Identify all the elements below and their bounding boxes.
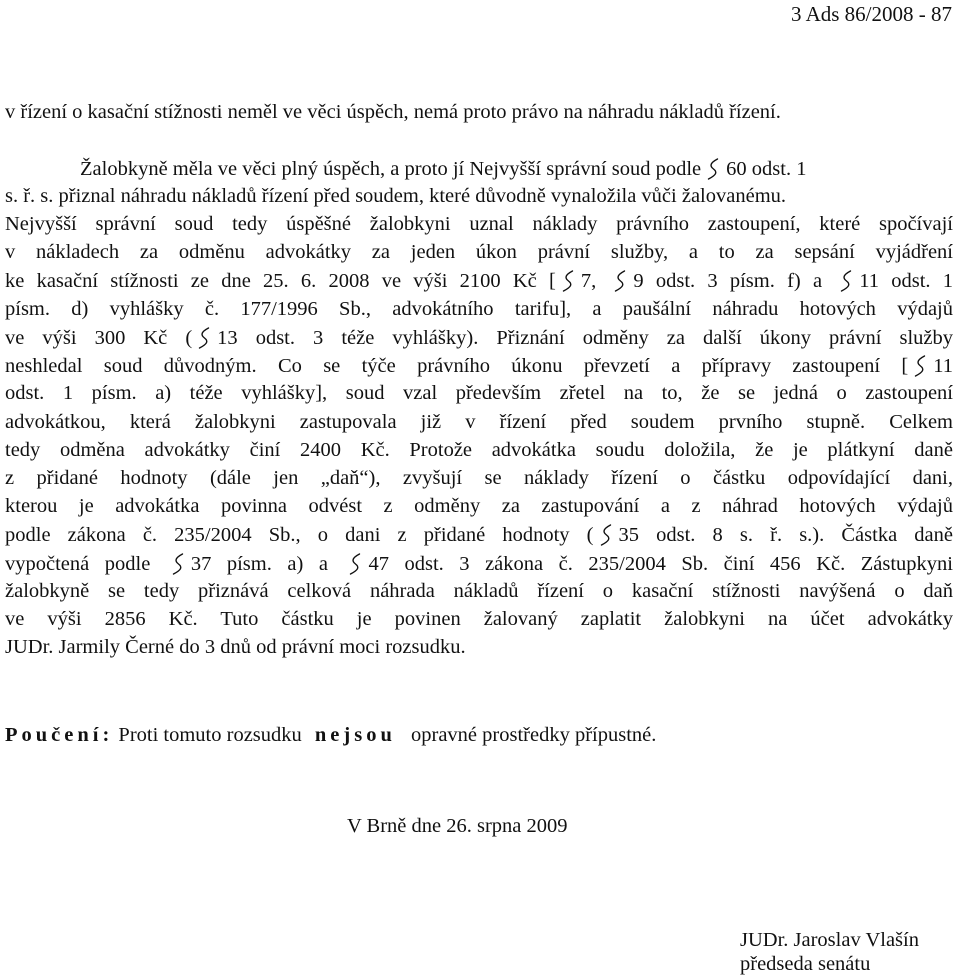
paragraph-line: Nejvyšší správní soud tedy úspěšné žalobkyni uznal náklady právního zastoupení, které spočívají bbox=[5, 213, 953, 235]
section-sign-icon bbox=[172, 553, 184, 575]
section-sign-icon bbox=[349, 553, 361, 575]
paragraph-line: písm. d) vyhlášky č. 177/1996 Sb., advokátního tarifu], a paušální náhradu hotových výdajů bbox=[5, 298, 953, 320]
paragraph-line: neshledal soud důvodným. Co se týče právního úkonu převzetí a přípravy zastoupení [ 11 bbox=[5, 355, 953, 377]
signer-role: předseda senátu bbox=[740, 953, 871, 975]
section-sign-icon bbox=[198, 327, 210, 349]
instruction-text: opravné prostředky přípustné. bbox=[411, 724, 657, 746]
paragraph-line: ke kasační stížnosti ze dne 25. 6. 2008 ve výši 2100 Kč [ 7, 9 odst. 3 písm. f) a 11 odst. 1 bbox=[5, 270, 953, 292]
place-date: V Brně dne 26. srpna 2009 bbox=[347, 815, 568, 837]
instruction-label: Poučení: bbox=[5, 724, 114, 746]
section-sign-icon bbox=[600, 524, 612, 546]
case-reference: 3 Ads 86/2008 - 87 bbox=[790, 2, 952, 26]
paragraph-line: v nákladech za odměnu advokátky za jeden úkon právní služby, a to za sepsání vyjádření bbox=[5, 241, 953, 263]
section-sign-icon bbox=[614, 270, 626, 292]
paragraph-line: advokátkou, která žalobkyni zastupovala již v řízení před soudem prvního stupně. Celkem bbox=[5, 411, 953, 433]
paragraph-line: ve výši 300 Kč ( 13 odst. 3 téže vyhlášky). Přiznání odměny za další úkony právní služby bbox=[5, 327, 953, 349]
paragraph-line: z přidané hodnoty (dále jen „daň“), zvyšují se náklady řízení o částku odpovídající dani, bbox=[5, 467, 953, 489]
signature-block bbox=[740, 928, 919, 976]
paragraph-line: tedy odměna advokátky činí 2400 Kč. Protože advokátka soudu doložila, že je plátkyní daně bbox=[5, 439, 953, 461]
paragraph-line: podle zákona č. 235/2004 Sb., o dani z přidané hodnoty ( 35 odst. 8 s. ř. s.). Částka daně bbox=[5, 524, 953, 546]
paragraph-line: JUDr. Jarmily Černé do 3 dnů od právní moci rozsudku. bbox=[5, 636, 466, 658]
paragraph-line: Žalobkyně měla ve věci plný úspěch, a proto jí Nejvyšší správní soud podle 60 odst. 1 bbox=[80, 158, 807, 180]
signer-name: JUDr. Jaroslav Vlašín bbox=[740, 929, 919, 951]
section-sign-icon bbox=[914, 355, 926, 377]
paragraph-line: žalobkyně se tedy přiznává celková náhrada nákladů řízení o kasační stížnosti navýšená o daň bbox=[5, 580, 953, 602]
paragraph-line: v řízení o kasační stížnosti neměl ve věci úspěch, nemá proto právo na náhradu nákladů řízení. bbox=[5, 101, 781, 123]
paragraph-line: vypočtená podle 37 písm. a) a 47 odst. 3 zákona č. 235/2004 Sb. činí 456 Kč. Zástupkyni bbox=[5, 553, 953, 575]
paragraph-line: ve výši 2856 Kč. Tuto částku je povinen žalovaný zaplatit žalobkyni na účet advokátky bbox=[5, 608, 953, 630]
paragraph-line: kterou je advokátka povinna odvést z odměny za zastupování a z náhrad hotových výdajů bbox=[5, 495, 953, 517]
instruction-line bbox=[5, 725, 656, 745]
section-sign-icon bbox=[707, 158, 719, 180]
section-sign-icon bbox=[562, 270, 574, 292]
instruction-text: Proti tomuto rozsudku bbox=[118, 724, 302, 746]
section-sign-icon bbox=[840, 270, 852, 292]
paragraph-line: odst. 1 písm. a) téže vyhlášky], soud vzal především zřetel na to, že se jedná o zastoupení bbox=[5, 382, 953, 404]
instruction-emphasis: nejsou bbox=[314, 724, 396, 746]
paragraph-line: s. ř. s. přiznal náhradu nákladů řízení před soudem, které důvodně vynaložila vůči žalovanému. bbox=[5, 185, 787, 207]
